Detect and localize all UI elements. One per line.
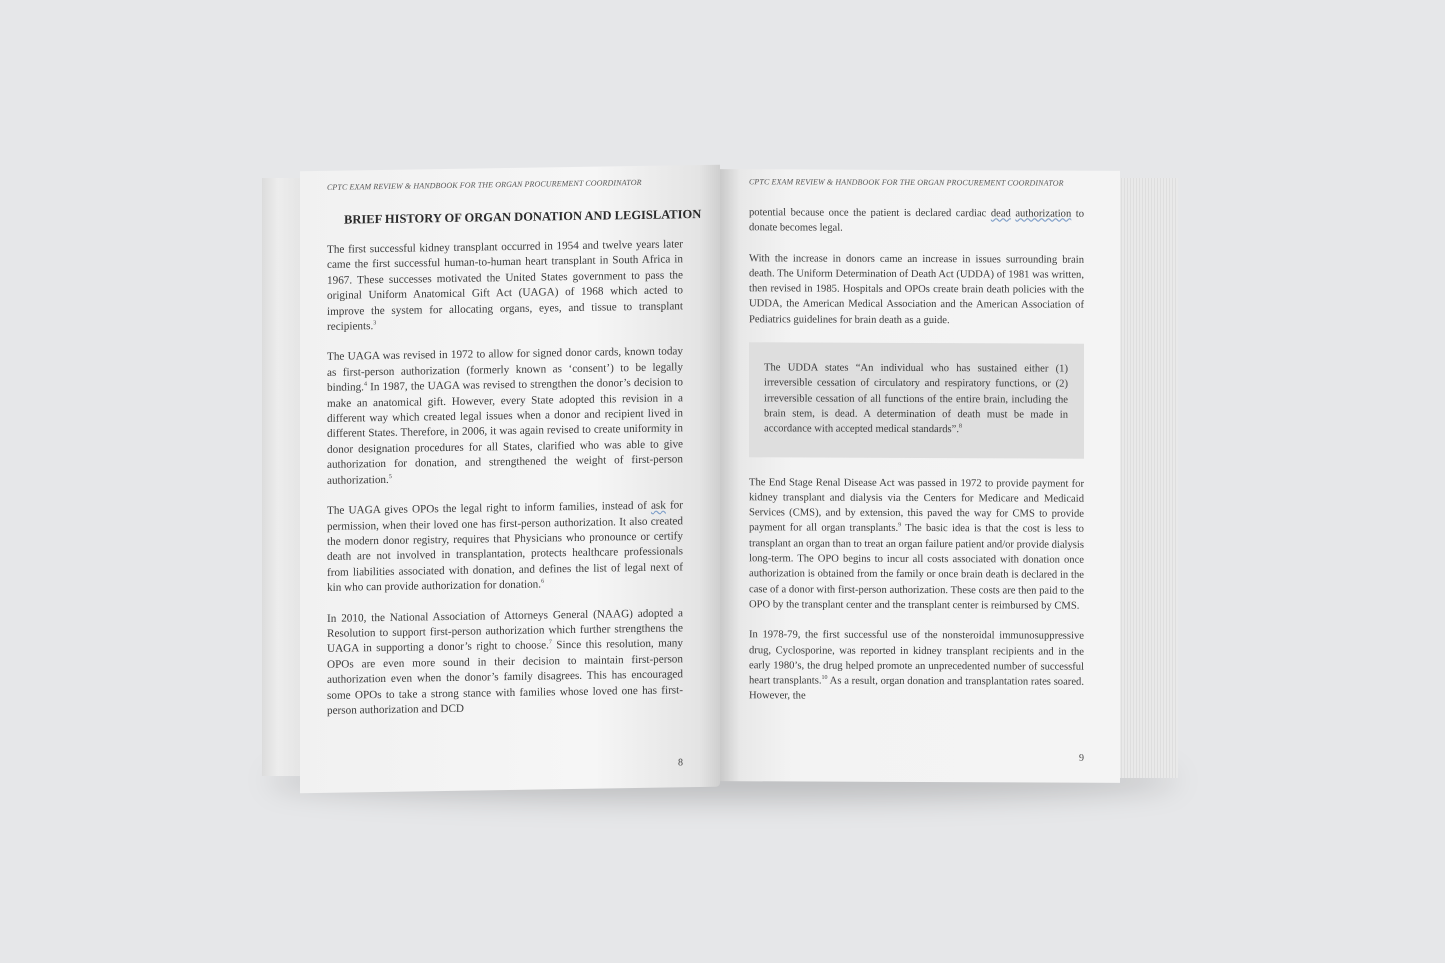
- text: potential because once the patient is declared cardiac: [749, 207, 991, 220]
- page-edges-right: [1116, 178, 1178, 778]
- left-body: [327, 237, 683, 734]
- running-head: CPTC EXAM REVIEW & HANDBOOK FOR THE ORGAN PROCUREMENT COORDINATOR: [749, 177, 1064, 188]
- chapter-title: BRIEF HISTORY OF ORGAN DONATION AND LEGISLATION: [344, 206, 702, 227]
- quote-box: [749, 342, 1084, 458]
- text: As a result, organ donation and transplantation rates soared. However, the: [749, 675, 1084, 702]
- text: The first successful kidney transplant occurred in 1954 and twelve years later came the first successful human-to-human heart transplant in South Africa in 1967. These successes motivated the United States government to pass the original Uniform Anatomical Gift Act (UAGA) of 1968 which acted to improve the system for allocating organs, eyes, and tissue to transplant recipients.: [327, 238, 683, 333]
- text: In 2010, the National Association of Attorneys General (NAAG) adopted a Resolution to support first-person authorization which further strengthens the UAGA in supporting a donor’s right to choose.: [327, 606, 683, 656]
- text: The UAGA was revised in 1972 to allow for signed donor cards, known today as first-person authorization (formerly known as ‘consent’) to be legally binding.: [327, 345, 683, 395]
- spellcheck-word: authorization: [1015, 208, 1072, 220]
- right-body: [749, 205, 1084, 720]
- page-number: 9: [1079, 752, 1084, 764]
- left-page: [300, 165, 720, 794]
- paragraph: [327, 498, 683, 596]
- footnote-ref: 5: [388, 473, 392, 480]
- right-page: [720, 169, 1120, 783]
- text: With the increase in donors came an increase in issues surrounding brain death. The Uniform Determination of Death Act (UDDA) of 1981 was written, then revised in 1985. Hospitals and OPOs create brain death policies with the UDDA, the American Medical Association and the American Association of Pediatrics guidelines for brain death as a guide.: [749, 252, 1084, 326]
- footnote-ref: 4: [363, 381, 367, 388]
- quote-text: The UDDA states “An individual who has sustained either (1) irreversible cessation of circulatory and respiratory functions, or (2) irreversible cessation of all functions of the entire brain, including the brain stem, is dead. A determination of death must be made in accordance with accepted medical standards”.: [764, 362, 1068, 436]
- text: Since this resolution, many OPOs are even more sound in their decision to maintain first-person authorization even when the donor’s family disagrees. This has encouraged some OPOs to take a strong stance with families whose loved one has first-person authorization and DCD: [327, 637, 683, 717]
- footnote-ref: 3: [373, 320, 377, 327]
- paragraph: [749, 205, 1084, 237]
- text: In 1978-79, the first successful use of the nonsteroidal immunosuppressive drug, Cyclosporine, was reported in kidney transplant recipients and in the early 1980’s, the drug helped promote an unprecedented number of successful heart transplants.: [749, 629, 1084, 687]
- paragraph: [749, 251, 1084, 329]
- paragraph: [749, 627, 1084, 705]
- text: for permission, when their loved one has first-person authorization. It also created the modern donor registry, requires that Physicians who pronounce or certify death are not involved in transplantation, protects healthcare professionals from liabilities associated with donation, and defines the list of legal next of kin who can provide authorization for donation.: [327, 499, 684, 594]
- text: The UAGA gives OPOs the legal right to inform families, instead of: [327, 499, 651, 517]
- text: In 1987, the UAGA was revised to strengthen the donor’s decision to make an anatomical gift. However, every State adopted this revision in a different way which created legal issues when a donor and recipient lived in different States. Therefore, in 2006, it was again revised to create uniformity in donor designation procedures for all States, clarified who was able to give authorization for donation, and strengthened the weight of first-person authorization.: [327, 376, 683, 487]
- paragraph: [327, 237, 683, 335]
- footnote-ref: 7: [548, 639, 552, 646]
- page-number: 8: [678, 757, 683, 769]
- footnote-ref: 10: [821, 675, 828, 682]
- running-head: CPTC EXAM REVIEW & HANDBOOK FOR THE ORGAN PROCUREMENT COORDINATOR: [327, 177, 642, 192]
- footnote-ref: 6: [541, 578, 545, 585]
- text: The basic idea is that the cost is less to transplant an organ than to treat an organ failure patient and/or provide dialysis long-term. The OPO begins to incur all costs associated with donation once authorization is obtained from the family or once brain death is declared in the case of a donor with first-person authorization. These costs are then paid to the OPO by the transplant center and the transplant center is reimbursed by CMS.: [749, 523, 1084, 612]
- paragraph: [327, 345, 683, 489]
- spellcheck-word: dead: [990, 208, 1011, 220]
- spellcheck-word: ask: [650, 499, 666, 512]
- paragraph: [327, 606, 683, 719]
- page-edges-left: [262, 178, 302, 776]
- paragraph: [749, 475, 1084, 614]
- footnote-ref: 8: [959, 423, 962, 430]
- footnote-ref: 9: [898, 522, 902, 529]
- text: The End Stage Renal Disease Act was passed in 1972 to provide payment for kidney transplant and dialysis via the Centers for Medicare and Medicaid Services (CMS), and by extension, this paved the way for CMS to provide payment for all organ transplants.: [749, 476, 1084, 535]
- text: to donate becomes legal.: [749, 208, 1085, 234]
